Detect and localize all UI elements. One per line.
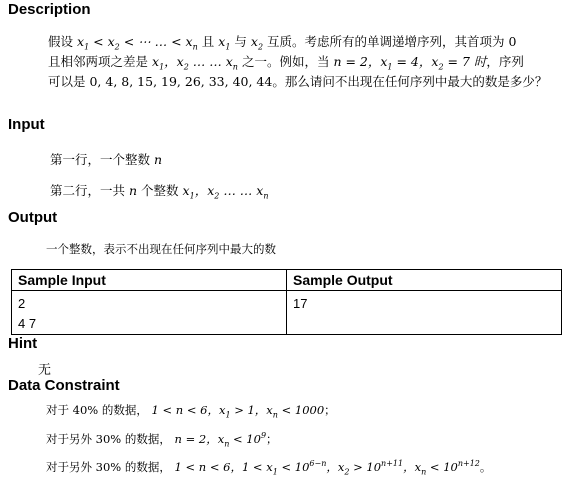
description-text: 假设	[48, 34, 74, 49]
constraint-text: 对于另外 30% 的数据，	[46, 432, 171, 446]
sample-output-header: Sample Output	[287, 270, 562, 291]
sample-input-cell	[12, 291, 287, 335]
sample-input-line: 2	[18, 296, 26, 311]
math-expression: $x_2$	[250, 34, 264, 52]
samples-header-row	[12, 270, 562, 291]
description-text: 且相邻两项之差是	[48, 54, 149, 69]
math-expression: $x_1$	[218, 34, 231, 52]
constraint-text: 对于另外 30% 的数据，	[46, 460, 171, 474]
input-line-2	[50, 181, 269, 201]
output-text: 一个整数，表示不出现在任何序列中最大的数	[46, 242, 276, 256]
sample-input-header: Sample Input	[12, 270, 287, 291]
math-expression: n = 2，$x_1 = 4$，$x_2 = 7$ 时	[333, 54, 487, 72]
input-text: 第一行，一个整数	[50, 152, 151, 167]
sample-output-line: 17	[293, 296, 308, 311]
description-heading: Description	[8, 1, 91, 18]
input-text: 第二行，一共	[50, 183, 126, 198]
input-line-1	[50, 150, 162, 170]
sample-input-line: 4 7	[18, 316, 37, 331]
input-heading: Input	[8, 116, 45, 133]
description-line-3: 可以是 0, 4, 8, 15, 19, 26, 33, 40, 44。那么请问不出现在任何序列中最大的数是多少？	[48, 74, 548, 89]
samples-body-row	[12, 291, 562, 335]
description-text: 与	[234, 34, 247, 49]
sample-output-cell	[287, 291, 562, 335]
description-text: 互质。考虑所有的单调递增序列，其首项为 0	[267, 34, 517, 49]
description-line-1	[48, 32, 516, 52]
math-expression: n = 2，$x_n < 10^9$	[174, 431, 267, 449]
math-expression: 1 < n < 6，$x_1 > 1$，$x_n < 1000$	[151, 403, 325, 420]
hint-heading: Hint	[8, 335, 38, 352]
data-constraint-heading: Data Constraint	[8, 377, 120, 394]
math-expression: n	[129, 183, 138, 198]
constraint-text: 对于 40% 的数据，	[46, 403, 148, 417]
hint-text: 无	[38, 363, 52, 378]
constraint-line-2: 对于另外 30% 的数据， n = 2，$x_n < 10^9$；	[46, 431, 278, 449]
input-text: 个整数	[141, 183, 179, 198]
math-expression: $x_1 < x_2$ < ⋯ … < $x_n$	[77, 34, 198, 52]
description-line-2	[48, 52, 524, 72]
math-expression: $x_1$，$x_2$ … … $x_n$	[152, 54, 238, 72]
samples-table	[11, 269, 562, 335]
math-expression: n	[154, 152, 163, 167]
description-text: ，序列	[486, 54, 524, 69]
description-text: 之一。例如，当	[241, 54, 330, 69]
description-text: 且	[201, 34, 215, 49]
constraint-line-1: 对于 40% 的数据， 1 < n < 6，$x_1 > 1$，$x_n < 1000$；	[46, 403, 336, 420]
math-expression: 1 < n < 6，$1 < x_1 < 10^{6-n}$，$x_2 > 10^{n+11}$，$x_n < 10^{n+12}$	[174, 459, 480, 477]
math-expression: $x_1$，$x_2$ … … $x_n$	[182, 183, 269, 201]
constraint-line-3: 对于另外 30% 的数据， 1 < n < 6，$1 < x_1 < 10^{6-n}$，$x_2 > 10^{n+11}$，$x_n < 10^{n+12}$。	[46, 459, 492, 477]
output-heading: Output	[8, 209, 58, 226]
